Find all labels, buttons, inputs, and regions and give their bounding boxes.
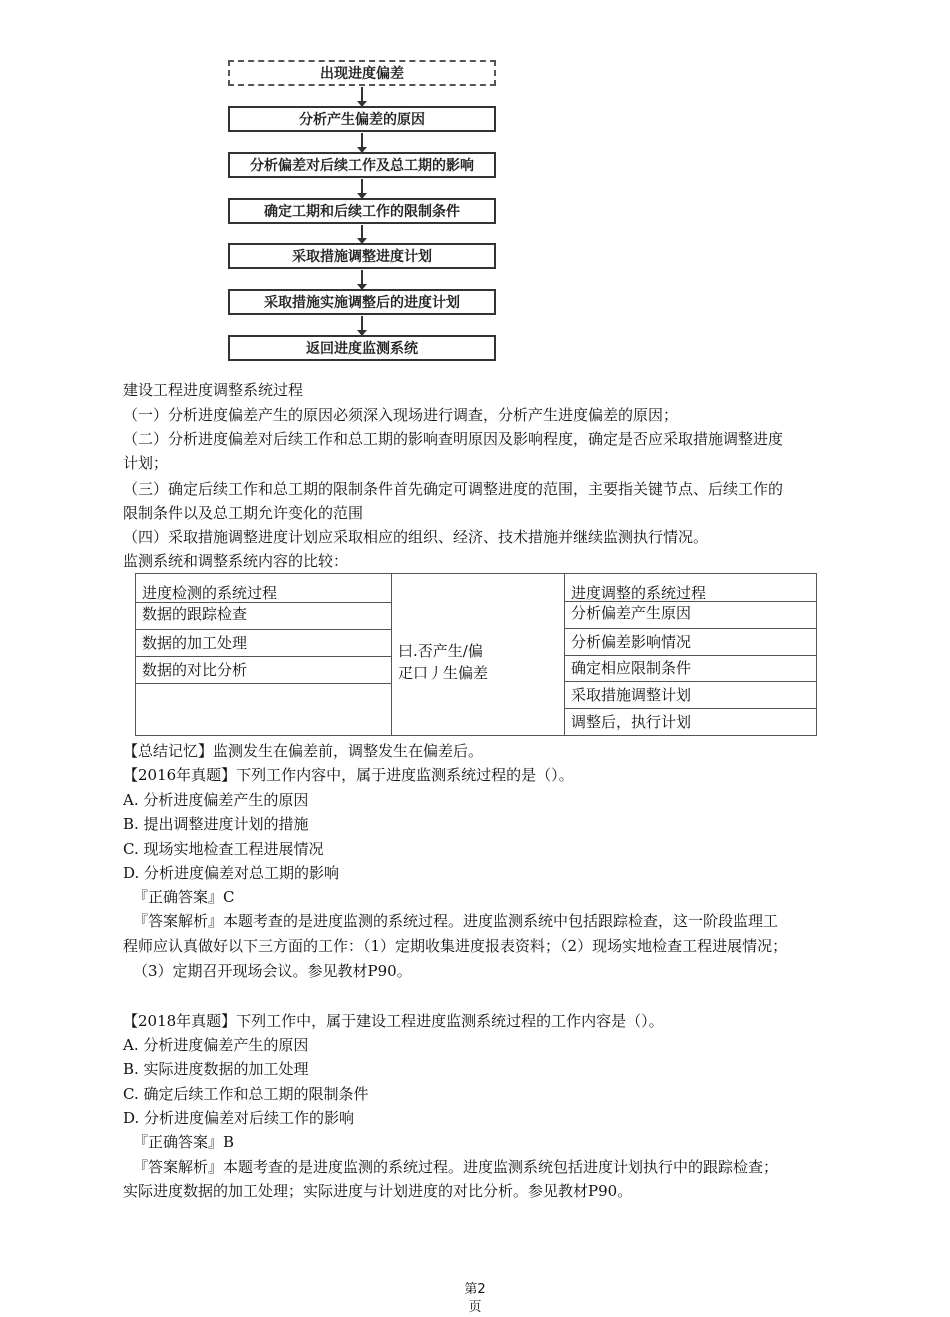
adjustment-row: 分析偏差影响情况	[565, 629, 816, 656]
monitoring-row: 数据的对比分析	[136, 657, 391, 684]
flow-step-2: 分析产生偏差的原因	[228, 106, 496, 132]
flow-step-3: 分析偏差对后续工作及总工期的影响	[228, 152, 496, 178]
question-2016-stem: 【2016年真题】下列工作内容中，属于进度监测系统过程的是（）。	[123, 766, 574, 784]
flowchart-caption: 建设工程进度调整系统过程	[123, 381, 304, 399]
flow-arrow	[361, 225, 363, 243]
question-2016-answer: 『正确答案』C	[133, 888, 235, 906]
page-number: 第2	[464, 1282, 486, 1297]
adjustment-row: 确定相应限制条件	[565, 656, 816, 682]
paragraph-4: （四）采取措施调整进度计划应采取相应的组织、经济、技术措施并继续监测执行情况。	[123, 528, 709, 546]
paragraph-3: （三）确定后续工作和总工期的限制条件首先确定可调整进度的范围，主要指关键节点、后续工作的	[123, 480, 784, 498]
question-2018-analysis-cont: 实际进度数据的加工处理；实际进度与计划进度的对比分析。参见教材P90。	[123, 1182, 633, 1200]
adjustment-row: 分析偏差产生原因	[565, 602, 816, 629]
paragraph-2: （二）分析进度偏差对后续工作和总工期的影响查明原因及影响程度，确定是否应采取措施调整进度	[123, 430, 784, 448]
question-2018-stem: 【2018年真题】下列工作中，属于建设工程进度监测系统过程的工作内容是（）。	[123, 1012, 664, 1030]
monitoring-column	[136, 574, 392, 735]
flow-arrow	[361, 87, 363, 106]
question-2018-answer: 『正确答案』B	[133, 1133, 235, 1151]
question-2016-analysis-cont: 程师应认真做好以下三方面的工作：（1）定期收集进度报表资料；（2）现场实地检查工程进展情况；	[123, 937, 788, 955]
flow-arrow	[361, 316, 363, 335]
deviation-question	[398, 640, 488, 684]
flow-step-4: 确定工期和后续工作的限制条件	[228, 198, 496, 224]
paragraph-1: （一）分析进度偏差产生的原因必须深入现场进行调查，分析产生进度偏差的原因；	[123, 406, 679, 424]
question-2016-option-d: D. 分析进度偏差对总工期的影响	[123, 864, 340, 882]
deviation-column	[392, 574, 565, 735]
paragraph-3-cont: 限制条件以及总工期允许变化的范围	[123, 504, 364, 522]
flow-step-6: 采取措施实施调整后的进度计划	[228, 289, 496, 315]
flow-step-5: 采取措施调整进度计划	[228, 243, 496, 269]
question-2016-analysis-end: （3）定期召开现场会议。参见教材P90。	[133, 962, 412, 980]
flow-step-1: 出现进度偏差	[228, 60, 496, 86]
deviation-line-1: 曰.否产生/偏	[398, 642, 483, 660]
monitoring-row: 数据的跟踪检查	[136, 603, 391, 630]
comparison-table	[135, 573, 817, 736]
question-2018-option-a: A. 分析进度偏差产生的原因	[123, 1036, 309, 1054]
comparison-intro: 监测系统和调整系统内容的比较：	[123, 552, 349, 570]
flow-arrow	[361, 270, 363, 289]
adjustment-row: 调整后，执行计划	[571, 713, 692, 731]
adjustment-row: 采取措施调整计划	[565, 682, 816, 709]
paragraph-2-cont: 计划；	[123, 454, 169, 472]
summary-note: 【总结记忆】监测发生在偏差前，调整发生在偏差后。	[123, 742, 484, 760]
deviation-line-2: 疋口丿生偏差	[398, 664, 489, 682]
question-2016-analysis: 『答案解析』本题考查的是进度监测的系统过程。进度监测系统中包括跟踪检查，这一阶段监理工	[133, 912, 779, 930]
flow-arrow	[361, 179, 363, 198]
adjustment-column	[565, 574, 816, 735]
question-2018-option-d: D. 分析进度偏差对后续工作的影响	[123, 1109, 355, 1127]
page-number-suffix: 页	[468, 1300, 482, 1315]
monitoring-header: 进度检测的系统过程	[136, 584, 391, 603]
adjustment-header: 进度调整的系统过程	[565, 584, 816, 602]
flow-step-7: 返回进度监测系统	[228, 335, 496, 361]
question-2016-option-c: C. 现场实地检查工程进展情况	[123, 840, 324, 858]
monitoring-row: 数据的加工处理	[136, 630, 391, 657]
question-2016-option-a: A. 分析进度偏差产生的原因	[123, 791, 309, 809]
question-2018-analysis: 『答案解析』本题考查的是进度监测的系统过程。进度监测系统包括进度计划执行中的跟踪检查；	[133, 1158, 779, 1176]
flow-arrow	[361, 133, 363, 152]
question-2018-option-c: C. 确定后续工作和总工期的限制条件	[123, 1085, 369, 1103]
question-2018-option-b: B. 实际进度数据的加工处理	[123, 1060, 309, 1078]
question-2016-option-b: B. 提出调整进度计划的措施	[123, 815, 309, 833]
